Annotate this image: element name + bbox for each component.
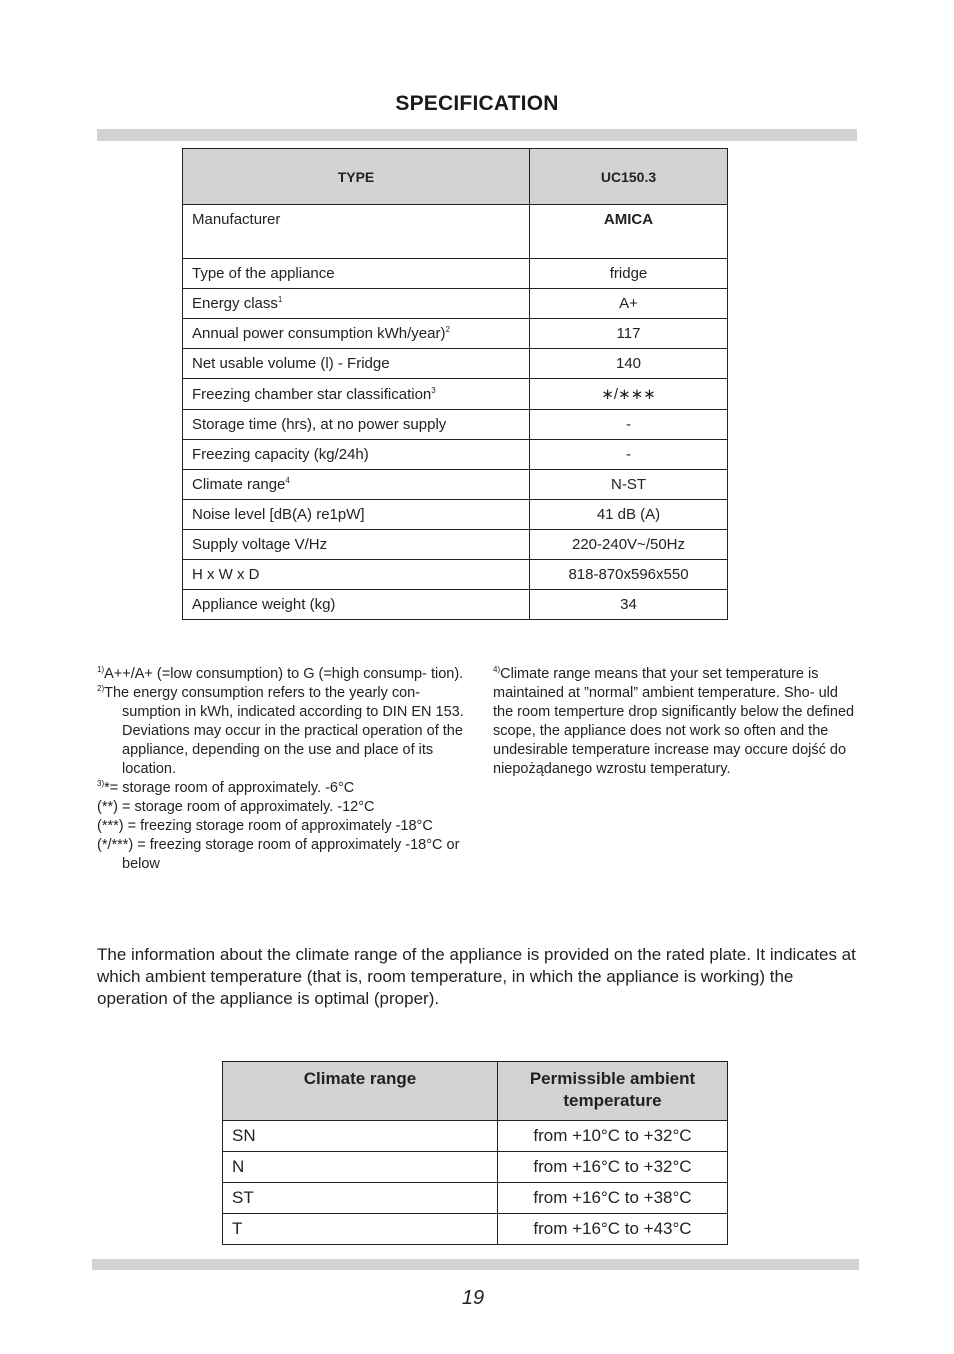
spec-row [183, 560, 728, 590]
climate-temperature-cell: from +16°C to +38°C [498, 1183, 728, 1214]
climate-range-cell: ST [223, 1183, 498, 1214]
spec-value: AMICA [530, 205, 728, 259]
climate-header-row [223, 1062, 728, 1121]
spec-label: Appliance weight (kg) [183, 590, 530, 620]
spec-value: - [530, 410, 728, 440]
climate-range-table [222, 1061, 728, 1245]
page-number: 19 [461, 1287, 485, 1309]
footnote: $^{1)}$A++/A+ (=low consumption) to G (=high consump- tion). [97, 665, 464, 682]
spec-value: 140 [530, 349, 728, 379]
spec-label: Energy class$^1$ [183, 289, 530, 319]
spec-label: H x W x D [183, 560, 530, 590]
spec-row [183, 470, 728, 500]
climate-header-range: Climate range [223, 1062, 498, 1121]
climate-range-cell: SN [223, 1121, 498, 1152]
climate-temperature-cell: from +16°C to +32°C [498, 1152, 728, 1183]
spec-label: Type of the appliance [183, 259, 530, 289]
specification-table [182, 148, 728, 620]
climate-range-cell: N [223, 1152, 498, 1183]
spec-row [183, 440, 728, 470]
spec-header-type: TYPE [183, 149, 530, 205]
footnote: (***) = freezing storage room of approximately -18°C [97, 818, 433, 834]
top-divider [97, 129, 857, 141]
spec-row [183, 410, 728, 440]
climate-info-paragraph: The information about the climate range of the appliance is provided on the rated plate. It indicates at which ambient temperature (that is, room temperature, in which the appliance is working) the operation of the appliance is optimal (proper). [97, 945, 856, 1008]
climate-row [223, 1183, 728, 1214]
spec-value: N-ST [530, 470, 728, 500]
spec-label: Storage time (hrs), at no power supply [183, 410, 530, 440]
footnote: (*/***) = freezing storage room of approximately -18°C or below [97, 837, 460, 872]
spec-value: - [530, 440, 728, 470]
spec-header-row [183, 149, 728, 205]
climate-header-temperature: Permissible ambient temperature [498, 1062, 728, 1121]
spec-row [183, 500, 728, 530]
footnotes-left [97, 665, 467, 874]
spec-label: Annual power consumption kWh/year)$^2$ [183, 319, 530, 349]
spec-row [183, 289, 728, 319]
spec-value: ∗/∗∗∗ [530, 379, 728, 410]
footnote: (**) = storage room of approximately. -12°C [97, 799, 375, 815]
spec-row [183, 590, 728, 620]
spec-row [183, 259, 728, 289]
spec-label: Manufacturer [183, 205, 530, 259]
climate-row [223, 1121, 728, 1152]
climate-range-cell: T [223, 1214, 498, 1245]
spec-label: Net usable volume (l) - Fridge [183, 349, 530, 379]
spec-row [183, 319, 728, 349]
climate-row [223, 1152, 728, 1183]
spec-value: 220-240V~/50Hz [530, 530, 728, 560]
spec-label: Noise level [dB(A) re1pW] [183, 500, 530, 530]
spec-value: fridge [530, 259, 728, 289]
spec-label: Freezing capacity (kg/24h) [183, 440, 530, 470]
spec-value: 34 [530, 590, 728, 620]
climate-row [223, 1214, 728, 1245]
spec-row [183, 530, 728, 560]
spec-row [183, 379, 728, 410]
spec-value: 818-870x596x550 [530, 560, 728, 590]
spec-value: A+ [530, 289, 728, 319]
footnote: $^{4)}$Climate range means that your set temperature is maintained at ”normal” ambient temperature. Sho- uld the room temperture drop significantly below the defined scope, the appliance does not work so often and the undesirable temperature increase may occure dojść do niepożądanego wzrostu temperatury. [493, 665, 855, 777]
page-title: SPECIFICATION [395, 92, 559, 115]
bottom-divider [92, 1259, 859, 1270]
footnote: $^{2)}$The energy consumption refers to the yearly con- sumption in kWh, indicated according to DIN EN 153. Deviations may occur in the practical operation of the appliance, depending on the use and place of its location. [97, 684, 464, 777]
climate-temperature-cell: from +10°C to +32°C [498, 1121, 728, 1152]
spec-label: Climate range$^4$ [183, 470, 530, 500]
spec-label: Freezing chamber star classification$^3$ [183, 379, 530, 410]
spec-header-model: UC150.3 [530, 149, 728, 205]
spec-row-manufacturer [183, 205, 728, 259]
spec-label: Supply voltage V/Hz [183, 530, 530, 560]
spec-value: 41 dB (A) [530, 500, 728, 530]
footnotes-right [493, 665, 858, 779]
spec-row [183, 349, 728, 379]
spec-value: 117 [530, 319, 728, 349]
footnote: $^{3)}$*= storage room of approximately. -6°C [97, 779, 355, 796]
climate-temperature-cell: from +16°C to +43°C [498, 1214, 728, 1245]
